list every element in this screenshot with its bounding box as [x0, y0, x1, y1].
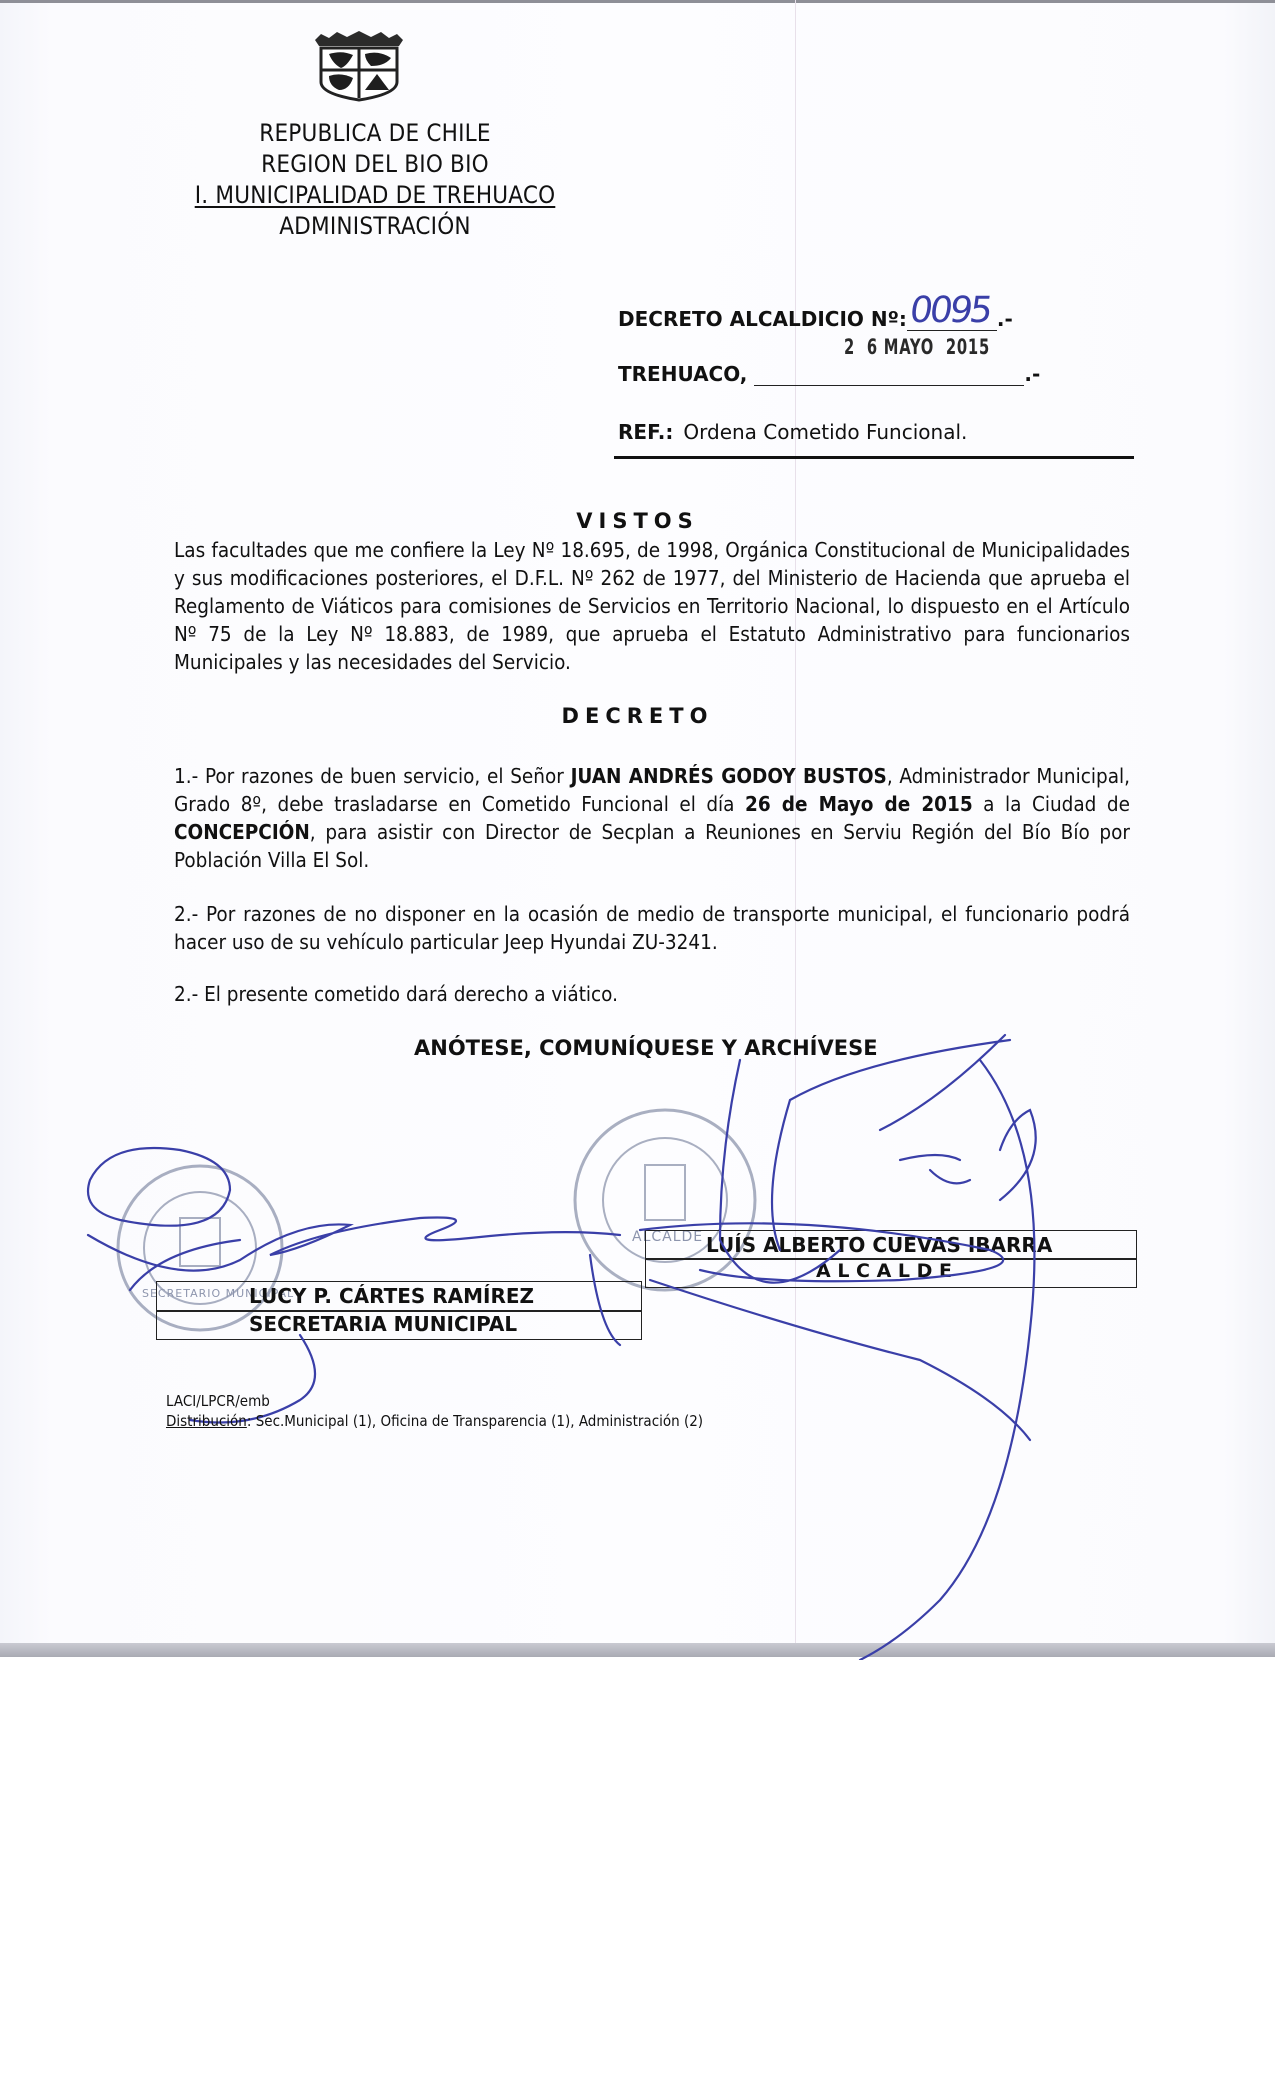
distribution-text: : Sec.Municipal (1), Oficina de Transparencia (1), Administración (2) [246, 1412, 704, 1430]
secretary-name: LUCY P. CÁRTES RAMÍREZ [249, 1284, 535, 1308]
ref-value: Ordena Cometido Funcional. [683, 420, 968, 444]
ref-label: REF.: [618, 420, 674, 444]
mayor-seal-text: ALCALDE [632, 1229, 704, 1245]
secretary-title: SECRETARIA MUNICIPAL [249, 1312, 518, 1336]
municipal-crest-icon [307, 30, 411, 102]
city-suffix: .- [1024, 362, 1041, 386]
item1-text: , para asistir con Director de Secplan a Reuniones en Serviu Región del Bío Bío por Población Villa El Sol. [174, 820, 1130, 872]
decree-place-date [618, 335, 1041, 386]
city-label: TREHUACO, [618, 362, 748, 386]
mayor-signature-block [645, 1230, 1137, 1288]
item1-text: 1.- Por razones de buen servicio, el Señor [174, 764, 571, 788]
distribution-label: Distribución [166, 1412, 247, 1430]
item1-text: , Administrador Municipal, Grado 8º, debe trasladarse en Cometido Funcional el día [174, 764, 1131, 816]
decree-number-suffix: .- [996, 307, 1013, 331]
vistos-heading: VISTOS [576, 509, 699, 533]
secretary-seal-text: SECRETARIO MUNICIPAL [142, 1287, 295, 1300]
letterhead [150, 118, 600, 242]
commission-date: 26 de Mayo de 2015 [745, 792, 973, 816]
mayor-name: LUÍS ALBERTO CUEVAS IBARRA [706, 1233, 1053, 1257]
destination-city: CONCEPCIÓN [174, 820, 310, 844]
decreto-heading: DECRETO [561, 704, 714, 728]
secretary-signature-block [156, 1281, 642, 1340]
scan-edge-top [0, 0, 1275, 3]
vistos-paragraph: Las facultades que me confiere la Ley Nº 18.695, de 1998, Orgánica Constitucional de Municipalidades y sus modificaciones posteriores, el D.F.L. Nº 262 de 1977, del Ministerio de Hacienda que aprueba el Reglamento de Viáticos para comisiones de Servicios en Territorio Nacional, lo dispuesto en el Artículo Nº 75 de la Ley Nº 18.883, de 1989, que aprueba el Estatuto Administrativo para funcionarios Municipales y las necesidades del Servicio. [174, 538, 1130, 674]
decree-number [618, 290, 1013, 331]
footer-distribution [166, 1412, 703, 1430]
closing-formula: ANÓTESE, COMUNÍQUESE Y ARCHÍVESE [414, 1036, 878, 1060]
decreto-item-3: 2.- El presente cometido dará derecho a viático. [174, 982, 618, 1006]
decree-number-handwritten: 0095 [907, 290, 993, 331]
decreto-item-2: 2.- Por razones de no disponer en la ocasión de medio de transporte municipal, el funcionario podrá hacer uso de su vehículo particular Jeep Hyundai ZU-3241. [174, 902, 1130, 954]
decree-reference [618, 420, 967, 444]
footer-initials: LACI/LPCR/emb [166, 1392, 270, 1410]
letterhead-line: REPUBLICA DE CHILE [259, 119, 491, 147]
date-stamp: 2 6 MAYO 2015 [844, 335, 991, 359]
letterhead-line: ADMINISTRACIÓN [279, 212, 471, 240]
letterhead-line: I. MUNICIPALIDAD DE TREHUACO [194, 181, 556, 209]
mayor-title: A L C A L D E [816, 1260, 953, 1282]
official-name: JUAN ANDRÉS GODOY BUSTOS [570, 764, 887, 788]
ref-divider [614, 456, 1134, 459]
item1-text: a la Ciudad de [972, 792, 1130, 816]
decree-number-label: DECRETO ALCALDICIO Nº: [618, 307, 907, 331]
decreto-item-1 [174, 762, 1130, 874]
letterhead-line: REGION DEL BIO BIO [261, 150, 489, 178]
scan-edge-bottom [0, 1643, 1275, 1657]
